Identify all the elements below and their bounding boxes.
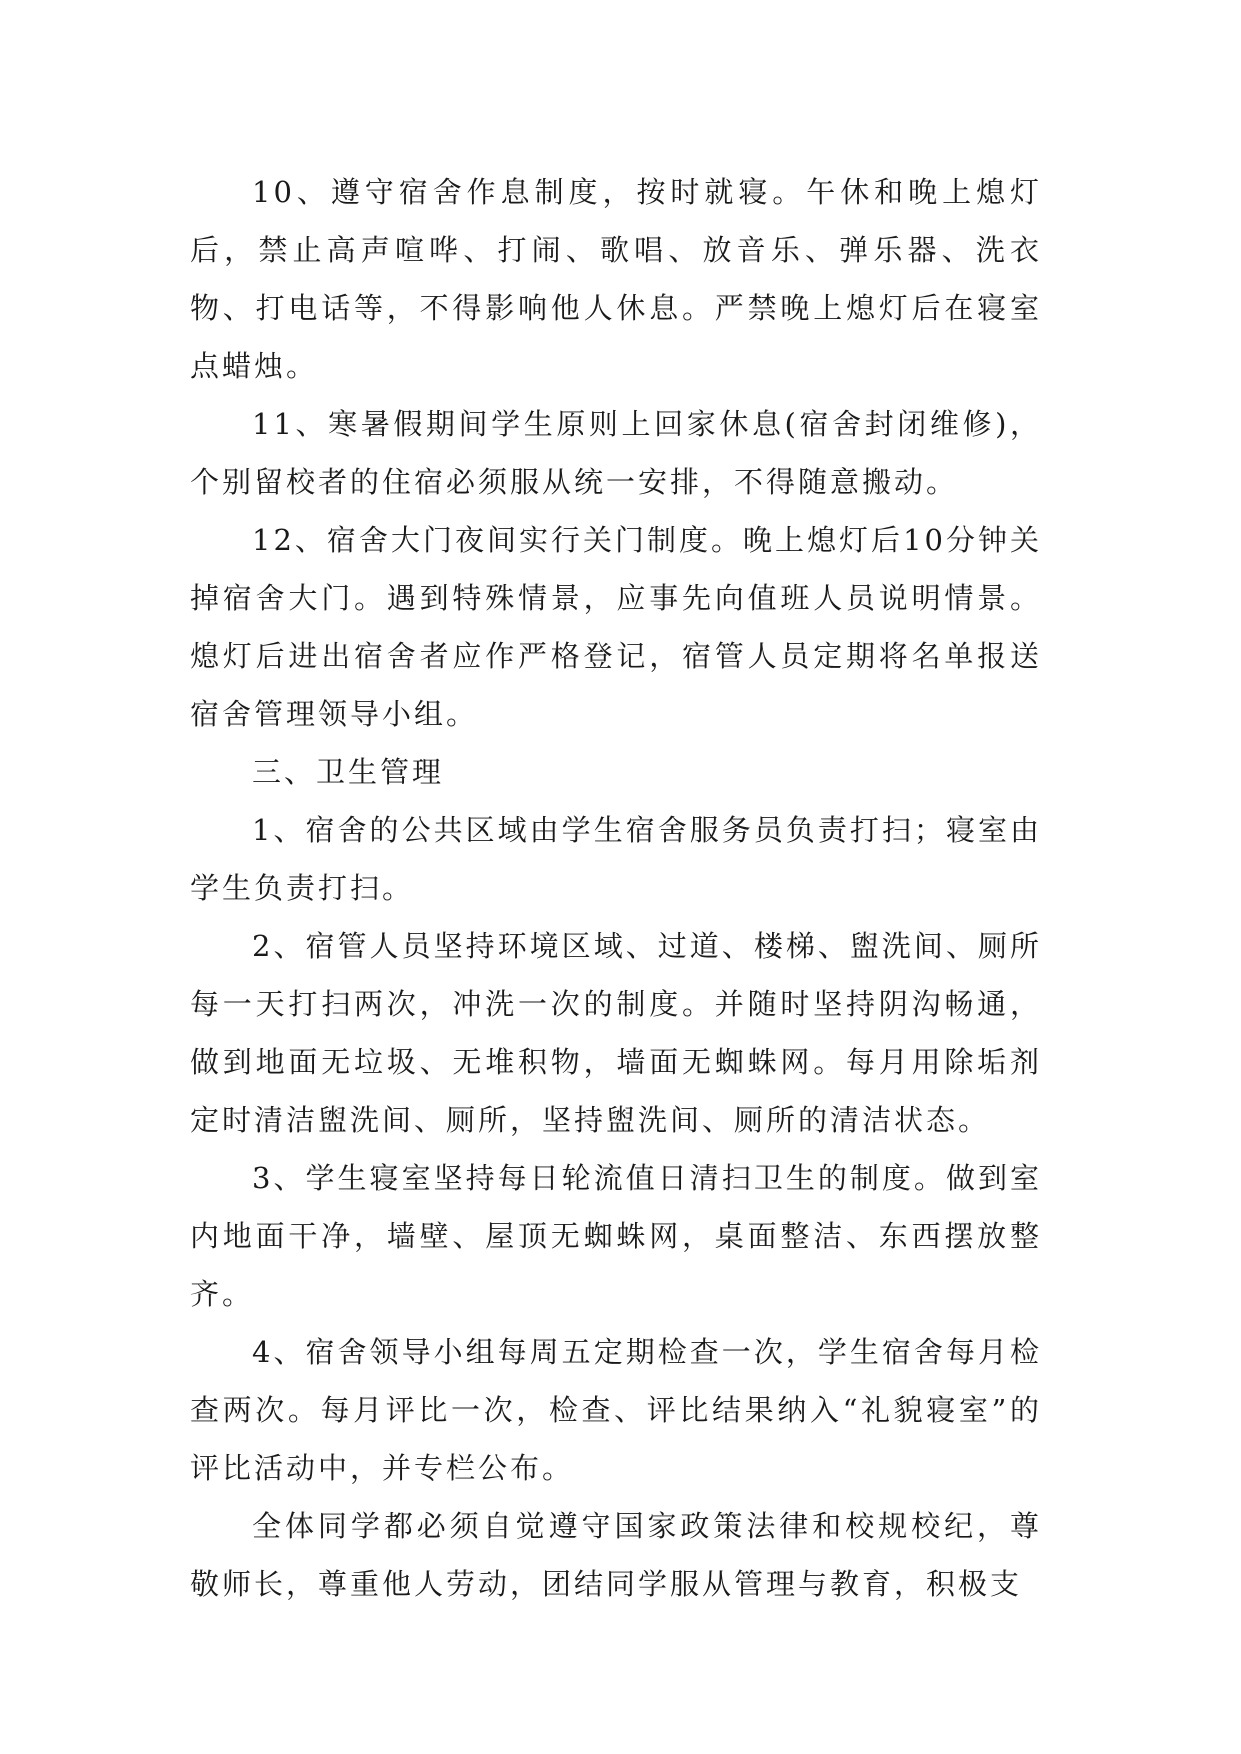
- paragraph-hygiene-1: 1、宿舍的公共区域由学生宿舍服务员负责打扫；寝室由学生负责打扫。: [190, 813, 1042, 905]
- paragraph-hygiene-3: 3、学生寝室坚持每日轮流值日清扫卫生的制度。做到室内地面干净，墙壁、屋顶无蜘蛛网，桌面整洁、东西摆放整齐。: [190, 1161, 1042, 1311]
- paragraph-closing: 全体同学都必须自觉遵守国家政策法律和校规校纪，尊敬师长，尊重他人劳动，团结同学服从管理与教育，积极支: [190, 1509, 1042, 1601]
- paragraph-hygiene-4: 4、宿舍领导小组每周五定期检查一次，学生宿舍每月检查两次。每月评比一次，检查、评比结果纳入“礼貌寝室”的评比活动中，并专栏公布。: [190, 1335, 1042, 1485]
- document-body: [190, 163, 1042, 1613]
- paragraph-hygiene-2: 2、宿管人员坚持环境区域、过道、楼梯、盥洗间、厕所每一天打扫两次，冲洗一次的制度。并随时坚持阴沟畅通，做到地面无垃圾、无堆积物，墙面无蜘蛛网。每月用除垢剂定时清洁盥洗间、厕所，坚持盥洗间、厕所的清洁状态。: [190, 929, 1042, 1137]
- paragraph-rule-11: 11、寒暑假期间学生原则上回家休息(宿舍封闭维修)，个别留校者的住宿必须服从统一安排，不得随意搬动。: [190, 407, 1042, 499]
- paragraph-rule-12: 12、宿舍大门夜间实行关门制度。晚上熄灯后10分钟关掉宿舍大门。遇到特殊情景，应事先向值班人员说明情景。熄灯后进出宿舍者应作严格登记，宿管人员定期将名单报送宿舍管理领导小组。: [190, 523, 1042, 731]
- paragraph-rule-10: 10、遵守宿舍作息制度，按时就寝。午休和晚上熄灯后，禁止高声喧哗、打闹、歌唱、放音乐、弹乐器、洗衣物、打电话等，不得影响他人休息。严禁晚上熄灯后在寝室点蜡烛。: [190, 175, 1042, 383]
- section-heading-hygiene: 三、卫生管理: [252, 755, 445, 789]
